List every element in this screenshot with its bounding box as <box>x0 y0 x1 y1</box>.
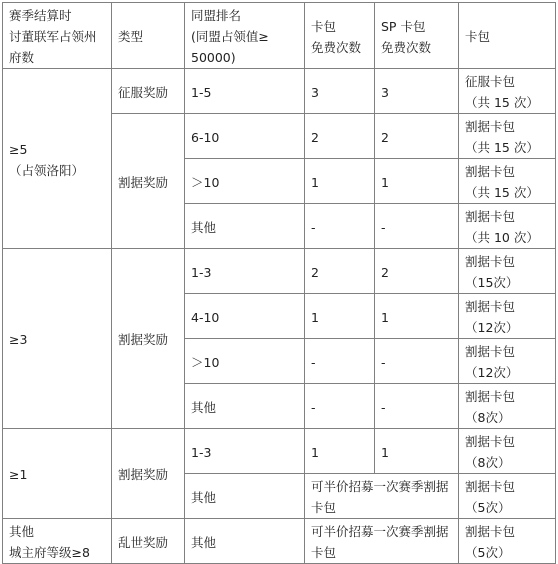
type-cell: 割据奖励 <box>112 249 185 429</box>
card-free-cell: - <box>305 204 375 249</box>
card-free-cell: 3 <box>305 69 375 114</box>
pack-cell: 割据卡包 （8次） <box>459 384 556 429</box>
rank-cell: ＞10 <box>185 159 305 204</box>
header-condition: 赛季结算时 讨董联军占领州 府数 <box>3 3 112 69</box>
reward-table-container <box>2 2 556 564</box>
sp-free-cell: - <box>375 204 459 249</box>
pack-cell: 割据卡包 （8次） <box>459 429 556 474</box>
rank-cell: 4-10 <box>185 294 305 339</box>
header-type: 类型 <box>112 3 185 69</box>
header-pack: 卡包 <box>459 3 556 69</box>
pack-cell: 割据卡包 （共 15 次） <box>459 114 556 159</box>
pack-cell: 割据卡包 （15次） <box>459 249 556 294</box>
pack-cell: 割据卡包 （12次） <box>459 339 556 384</box>
condition-cell: ≥3 <box>3 249 112 429</box>
sp-free-cell: 2 <box>375 249 459 294</box>
rank-cell: 1-3 <box>185 429 305 474</box>
card-free-cell: 1 <box>305 429 375 474</box>
season-reward-table <box>2 2 556 564</box>
card-free-cell: 1 <box>305 294 375 339</box>
header-row <box>3 3 556 69</box>
sp-free-cell: 1 <box>375 429 459 474</box>
card-free-cell: 2 <box>305 249 375 294</box>
card-free-cell: - <box>305 384 375 429</box>
table-row <box>3 429 556 474</box>
type-cell: 乱世奖励 <box>112 519 185 564</box>
card-free-cell: 2 <box>305 114 375 159</box>
rank-cell: 1-3 <box>185 249 305 294</box>
sp-free-cell: - <box>375 339 459 384</box>
sp-free-cell: 1 <box>375 159 459 204</box>
rank-cell: 其他 <box>185 474 305 519</box>
table-row <box>3 519 556 564</box>
pack-cell: 征服卡包 （共 15 次） <box>459 69 556 114</box>
pack-cell: 割据卡包 （5次） <box>459 474 556 519</box>
pack-cell: 割据卡包 （共 15 次） <box>459 159 556 204</box>
rank-cell: 其他 <box>185 519 305 564</box>
sp-free-cell: - <box>375 384 459 429</box>
pack-cell: 割据卡包 （12次） <box>459 294 556 339</box>
table-row <box>3 69 556 114</box>
header-rank: 同盟排名 (同盟占领值≥ 50000) <box>185 3 305 69</box>
card-free-cell: - <box>305 339 375 384</box>
table-row <box>3 249 556 294</box>
header-card-free: 卡包 免费次数 <box>305 3 375 69</box>
rank-cell: 6-10 <box>185 114 305 159</box>
sp-free-cell: 2 <box>375 114 459 159</box>
rank-cell: 其他 <box>185 384 305 429</box>
half-price-note-cell: 可半价招募一次赛季割据 卡包 <box>305 474 459 519</box>
rank-cell: ＞10 <box>185 339 305 384</box>
pack-cell: 割据卡包 （共 10 次） <box>459 204 556 249</box>
sp-free-cell: 1 <box>375 294 459 339</box>
type-cell: 割据奖励 <box>112 114 185 249</box>
half-price-note-cell: 可半价招募一次赛季割据 卡包 <box>305 519 459 564</box>
sp-free-cell: 3 <box>375 69 459 114</box>
type-cell: 割据奖励 <box>112 429 185 519</box>
rank-cell: 其他 <box>185 204 305 249</box>
header-sp-free: SP 卡包 免费次数 <box>375 3 459 69</box>
condition-cell: 其他 城主府等级≥8 <box>3 519 112 564</box>
rank-cell: 1-5 <box>185 69 305 114</box>
type-cell: 征服奖励 <box>112 69 185 114</box>
condition-cell: ≥5 （占领洛阳） <box>3 69 112 249</box>
pack-cell: 割据卡包 （5次） <box>459 519 556 564</box>
card-free-cell: 1 <box>305 159 375 204</box>
condition-cell: ≥1 <box>3 429 112 519</box>
